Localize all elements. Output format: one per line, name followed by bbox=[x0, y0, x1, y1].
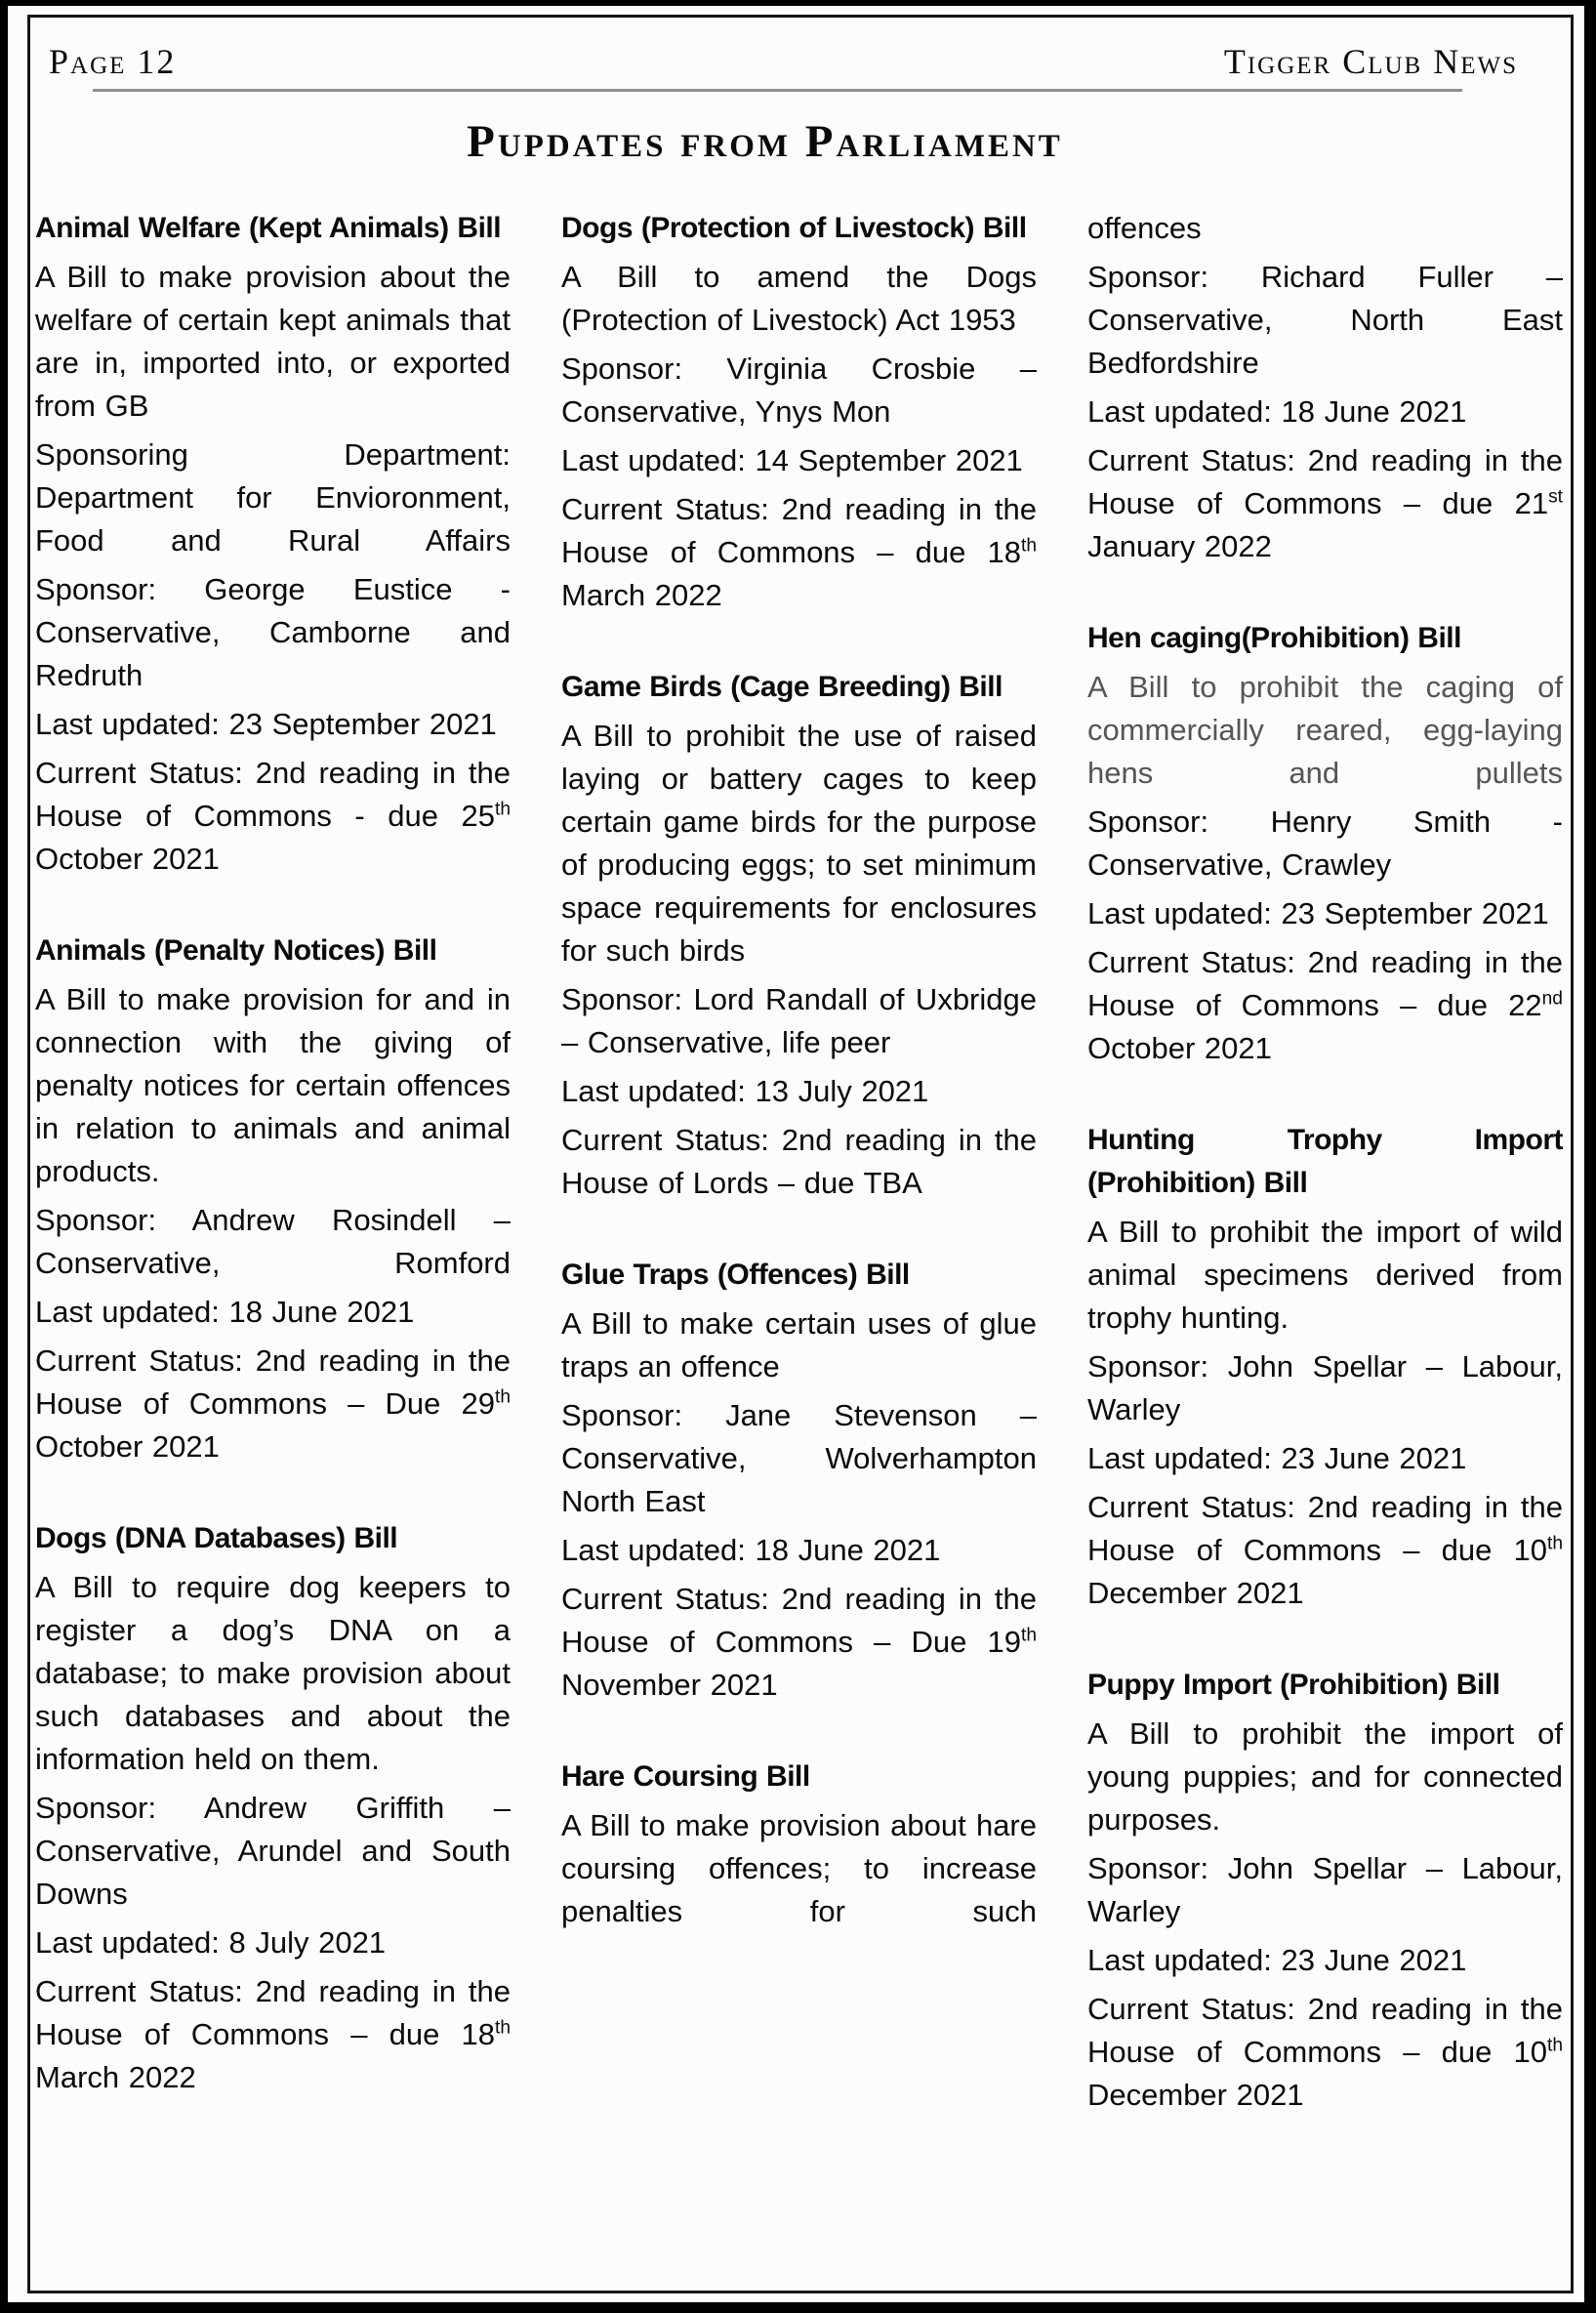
bill-title: Game Birds (Cage Breeding) Bill bbox=[561, 671, 1003, 703]
ordinal-superscript: th bbox=[494, 799, 511, 820]
bill-paragraph: Last updated: 18 June 2021 bbox=[1087, 394, 1467, 429]
bill-gap bbox=[561, 1713, 1037, 1755]
bill-paragraph: Sponsor: George Eustice - Conservative, Camborne and Redruth bbox=[35, 572, 511, 692]
bill-paragraph: A Bill to make provision about the welfare of certain kept animals that are in, imported into, or exported from GB bbox=[35, 260, 511, 423]
bill-paragraph: Current Status: 2nd reading in the House of Commons – due 18th March 2022 bbox=[561, 492, 1037, 612]
bill-paragraph: A Bill to prohibit the caging of commercially reared, egg-laying hens and pullets bbox=[1087, 670, 1563, 790]
newsletter-title: Tigger Club News bbox=[1223, 42, 1518, 81]
ordinal-superscript: th bbox=[1546, 2035, 1563, 2056]
bill-paragraph: Sponsor: John Spellar – Labour, Warley bbox=[1087, 1851, 1563, 1928]
ordinal-superscript: th bbox=[494, 2017, 511, 2039]
bill-paragraph: Current Status: 2nd reading in the House of Commons – due 22nd October 2021 bbox=[1087, 945, 1563, 1065]
bill-title: Animal Welfare (Kept Animals) Bill bbox=[35, 212, 502, 244]
newsletter-page bbox=[8, 6, 1584, 2302]
article-columns bbox=[35, 207, 1563, 2123]
ordinal-superscript: th bbox=[494, 1386, 511, 1408]
bill-paragraph: Sponsor: Jane Stevenson – Conservative, Wolverhampton North East bbox=[561, 1398, 1037, 1518]
bill-paragraph: Last updated: 13 July 2021 bbox=[561, 1074, 929, 1108]
bill-paragraph: Sponsoring Department: Department for Envioronment, Food and Rural Affairs bbox=[35, 437, 511, 558]
bill-gap bbox=[1087, 574, 1563, 617]
column-1 bbox=[35, 207, 511, 2123]
bill-gap bbox=[35, 887, 511, 929]
bill-paragraph: Sponsor: Andrew Griffith – Conservative, Arundel and South Downs bbox=[35, 1791, 511, 1911]
bill-title: Dogs (DNA Databases) Bill bbox=[35, 1522, 398, 1554]
bill-paragraph: A Bill to make provision about hare coursing offences; to increase penalties for such bbox=[561, 1808, 1037, 1928]
bill-paragraph: Last updated: 18 June 2021 bbox=[35, 1295, 415, 1329]
bill-paragraph: Last updated: 8 July 2021 bbox=[35, 1925, 387, 1960]
ordinal-superscript: th bbox=[1020, 535, 1037, 557]
section-title: Pupdates from Parliament bbox=[467, 116, 1063, 167]
bill-title: Glue Traps (Offences) Bill bbox=[561, 1259, 910, 1291]
bill-title: Hen caging(Prohibition) Bill bbox=[1087, 622, 1461, 654]
ordinal-superscript: nd bbox=[1541, 988, 1563, 1010]
bill-paragraph: Last updated: 23 June 2021 bbox=[1087, 1441, 1467, 1475]
bill-paragraph: Sponsor: John Spellar – Labour, Warley bbox=[1087, 1349, 1563, 1426]
bill-paragraph: A Bill to make certain uses of glue traps an offence bbox=[561, 1306, 1037, 1384]
bill-paragraph: Last updated: 23 September 2021 bbox=[1087, 896, 1549, 930]
bill-paragraph: Sponsor: Lord Randall of Uxbridge – Conservative, life peer bbox=[561, 982, 1037, 1059]
bill-paragraph: Current Status: 2nd reading in the House of Commons – Due 29th October 2021 bbox=[35, 1343, 511, 1464]
bill-paragraph: Last updated: 14 September 2021 bbox=[561, 443, 1023, 477]
bill-paragraph: Current Status: 2nd reading in the House of Lords – due TBA bbox=[561, 1123, 1037, 1200]
bill-paragraph: A Bill to amend the Dogs (Protection of Livestock) Act 1953 bbox=[561, 260, 1037, 337]
bill-gap bbox=[561, 623, 1037, 666]
bill-gap bbox=[35, 1474, 511, 1517]
bill-paragraph: Current Status: 2nd reading in the House of Commons – due 18th March 2022 bbox=[35, 1974, 511, 2094]
bill-paragraph: Last updated: 23 June 2021 bbox=[1087, 1943, 1467, 1977]
bill-paragraph: Sponsor: Andrew Rosindell – Conservative, Romford bbox=[35, 1203, 511, 1280]
bill-paragraph: Current Status: 2nd reading in the House of Commons – due 10th December 2021 bbox=[1087, 1490, 1563, 1610]
bill-paragraph: A Bill to prohibit the import of wild animal specimens derived from trophy hunting. bbox=[1087, 1215, 1563, 1335]
bill-paragraph: offences bbox=[1087, 211, 1202, 245]
bill-paragraph: Current Status: 2nd reading in the House of Commons - due 25th October 2021 bbox=[35, 756, 511, 876]
bill-paragraph: Last updated: 18 June 2021 bbox=[561, 1533, 941, 1567]
bill-title: Puppy Import (Prohibition) Bill bbox=[1087, 1669, 1500, 1701]
ordinal-superscript: th bbox=[1546, 1533, 1563, 1554]
ordinal-superscript: st bbox=[1548, 486, 1563, 508]
ordinal-superscript: th bbox=[1020, 1625, 1037, 1646]
column-2 bbox=[561, 207, 1037, 2123]
bill-gap bbox=[561, 1211, 1037, 1254]
bill-paragraph: Last updated: 23 September 2021 bbox=[35, 707, 497, 741]
bill-paragraph: A Bill to require dog keepers to register a dog’s DNA on a database; to make provision about such databases and about the information held on them. bbox=[35, 1570, 511, 1776]
masthead-divider bbox=[93, 89, 1462, 92]
bill-title: Hare Coursing Bill bbox=[561, 1760, 810, 1793]
bill-paragraph: Current Status: 2nd reading in the House of Commons – due 10th December 2021 bbox=[1087, 1992, 1563, 2112]
bill-gap bbox=[1087, 1076, 1563, 1119]
bill-title: Hunting Trophy Import (Prohibition) Bill bbox=[1087, 1124, 1563, 1199]
bill-paragraph: Sponsor: Henry Smith - Conservative, Crawley bbox=[1087, 805, 1563, 882]
bill-paragraph: Sponsor: Virginia Crosbie – Conservative, Ynys Mon bbox=[561, 351, 1037, 429]
bill-paragraph: Current Status: 2nd reading in the House of Commons – due 21st January 2022 bbox=[1087, 443, 1563, 563]
bill-paragraph: A Bill to prohibit the import of young puppies; and for connected purposes. bbox=[1087, 1716, 1563, 1837]
bill-paragraph: A Bill to prohibit the use of raised laying or battery cages to keep certain game birds for the purpose of producing eggs; to set minimum space requirements for enclosures for such birds bbox=[561, 719, 1037, 968]
masthead bbox=[49, 41, 1518, 82]
page-number: Page 12 bbox=[49, 42, 177, 81]
bill-title: Animals (Penalty Notices) Bill bbox=[35, 934, 437, 967]
bill-title: Dogs (Protection of Livestock) Bill bbox=[561, 212, 1027, 244]
bill-paragraph: Sponsor: Richard Fuller – Conservative, North East Bedfordshire bbox=[1087, 260, 1563, 380]
bill-paragraph: Current Status: 2nd reading in the House of Commons – Due 19th November 2021 bbox=[561, 1582, 1037, 1702]
bill-paragraph: A Bill to make provision for and in connection with the giving of penalty notices for certain offences in relation to animals and animal products. bbox=[35, 982, 511, 1188]
column-3 bbox=[1087, 207, 1563, 2123]
bill-gap bbox=[1087, 1621, 1563, 1664]
